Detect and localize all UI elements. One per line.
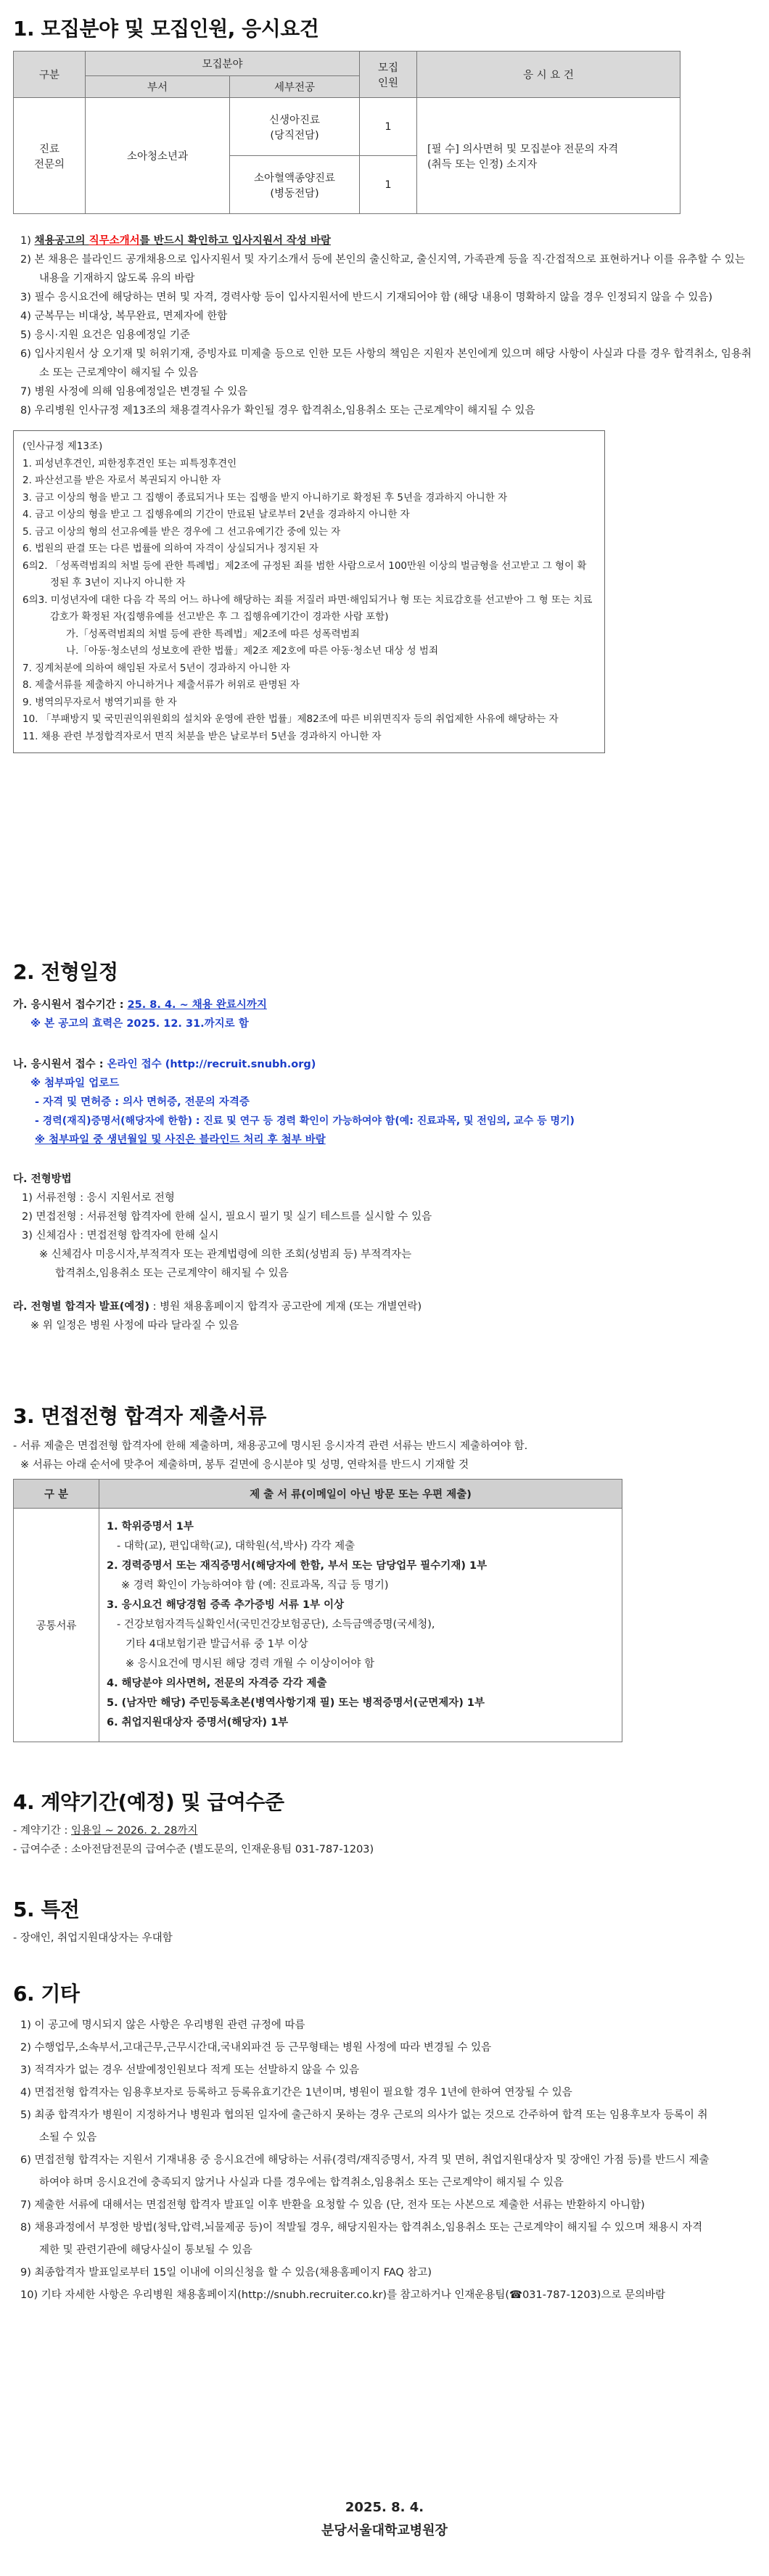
section-4-title: 4. 계약기간(예정) 및 급여수준 [13,1790,284,1814]
doc-item: - 건강보험자격득실확인서(국민건강보험공단), 소득금액증명(국세청), [117,1619,435,1630]
result-announce: 라. 전형별 합격자 발표(예정) : 병원 채용홈페이지 합격자 공고란에 게재 (또는 개별연락) [13,1301,422,1313]
cell-count-2: 1 [360,156,417,214]
doc-item: ※ 경력 확인이 가능하여야 함 (예: 진료과목, 직급 등 명기) [121,1580,389,1591]
rule-item: 8. 제출서류를 제출하지 아니하거나 제출서류가 허위로 판명된 자 [22,679,300,691]
doc-item: 6. 취업지원대상자 증명서(해당자) 1부 [107,1717,289,1728]
notice-item: 6) 입사지원서 상 오기재 및 허위기재, 증빙자료 미제출 등으로 인한 모든 사항의 책임은 지원자 본인에게 있으며 해당 사항이 사실과 다를 경우 합격취소, 임용취소 또는 근로계약이 해지될 수 있음 [20,348,752,379]
rule-item: 10. 「부패방지 및 국민권익위원회의 설치와 운영에 관한 법률」제82조에 따른 비위면직자 등의 취업제한 사유에 해당하는 자 [22,713,559,725]
docs-list [99,1509,622,1742]
notice-list [13,231,753,420]
attach-line-1: - 자격 및 면허증 : 의사 면허증, 전문의 자격증 [35,1096,250,1108]
contract-period-value: 임용일 ~ 2026. 2. 28까지 [70,1825,198,1837]
docs-col-gubun: 구 분 [14,1480,99,1509]
selection-item: 2) 면접전형 : 서류전형 합격자에 한해 실시, 필요시 필기 및 실기 테스트를 실시할 수 있음 [22,1211,432,1223]
section-2-title: 2. 전형일정 [13,960,118,984]
rule-item: 6의2. 「성폭력범죄의 처벌 등에 관한 특례법」제2조에 규정된 죄를 범한 사람으로서 100만원 이상의 벌금형을 선고받고 그 형이 확정된 후 3년이 지나지 아니한 자 [22,559,587,588]
salary-level: - 급여수준 : 소아전담전문의 급여수준 (별도문의, 인재운용팀 031-787-1203) [13,1844,374,1855]
footer [0,2496,769,2543]
doc-item: 2. 경력증명서 또는 재직증명서(해당자에 한함, 부서 또는 담당업무 필수기재) 1부 [107,1560,488,1572]
rule-item: 6의3. 미성년자에 대한 다음 각 목의 어느 하나에 해당하는 죄를 저질러 파면·해임되거나 형 또는 치료감호를 선고받아 그 형 또는 치료감호가 확정된 자(집행유예를 선고받은 후 그 집행유예기간이 경과한 사람 포함) [22,594,593,623]
etc-item: 6) 면접전형 합격자는 지원서 기재내용 중 응시요건에 해당하는 서류(경력/재직증명서, 자격 및 면허, 취업지원대상자 및 장애인 가점 등)를 반드시 제출하여야 하며 응시요건에 충족되지 않거나 사실과 다를 경우에는 합격취소,임용취소 또는 근로계약이 해지될 수 있음 [20,2154,710,2189]
doc-item: 4. 해당분야 의사면허, 전문의 자격증 각각 제출 [107,1678,327,1689]
rule-item: 2. 파산선고를 받은 자로서 복권되지 아니한 자 [22,475,221,486]
documents-table [13,1479,622,1742]
rule-item: 9. 병역의무자로서 병역기피를 한 자 [22,696,177,708]
section-1-title: 1. 모집분야 및 모집인원, 응시요건 [13,17,319,41]
doc-item: 1. 학위증명서 1부 [107,1521,194,1533]
cell-count-1: 1 [360,98,417,156]
doc-item: - 대학(교), 편입대학(교), 대학원(석,박사) 각각 제출 [117,1541,355,1552]
benefit-line: - 장애인, 취업지원대상자는 우대함 [13,1932,173,1944]
recruit-link[interactable]: 온라인 접수 (http://recruit.snubh.org) [107,1059,316,1070]
notice-item: 1) 채용공고의 직무소개서를 반드시 확인하고 입사지원서 작성 바람 [20,235,331,247]
cell-gubun: 진료 전문의 [14,98,86,214]
hospital-name: 분당서울대학교병원장 [321,2523,448,2538]
col-gubun: 구분 [14,52,86,98]
apply-method: 나. 응시원서 접수 : 온라인 접수 (http://recruit.snubh.org) [13,1059,316,1070]
etc-item: 2) 수행업무,소속부서,고대근무,근무시간대,국내외파견 등 근무형태는 병원 사정에 따라 변경될 수 있음 [20,2042,492,2054]
apply-period: 가. 응시원서 접수기간 : 25. 8. 4. ~ 채용 완료시까지 [13,999,267,1011]
doc-item: 5. (남자만 해당) 주민등록초본(병역사항기재 필) 또는 병적증명서(군면제자) 1부 [107,1697,485,1709]
notice-item: 4) 군복무는 비대상, 복무완료, 면제자에 한함 [20,311,228,322]
selection-item: ※ 신체검사 미응시자,부적격자 또는 관계법령에 의한 조회(성범죄 등) 부적격자는 [39,1249,412,1260]
validity-note: ※ 본 공고의 효력은 2025. 12. 31.까지로 함 [30,1018,249,1030]
rule-item: 6. 법원의 판결 또는 다른 법률에 의하여 자격이 상실되거나 정지된 자 [22,543,318,554]
notice-item: 8) 우리병원 인사규정 제13조의 채용결격사유가 확인될 경우 합격취소,임용취소 또는 근로계약이 해지될 수 있음 [20,405,535,417]
section-1 [13,13,753,753]
attach-note: ※ 첨부파일 업로드 [30,1078,120,1089]
job-desc-highlight: 직무소개서 [89,235,140,247]
docs-intro-2: ※ 서류는 아래 순서에 맞추어 제출하며, 봉투 겉면에 응시분야 및 성명, 연락처를 반드시 기재할 것 [20,1459,469,1471]
col-req: 응 시 요 건 [417,52,680,98]
rule-subitem: 가.「성폭력범죄의 처벌 등에 관한 특례법」제2조에 따른 성폭력범죄 [66,628,360,640]
etc-item: 1) 이 공고에 명시되지 않은 사항은 우리병원 관련 규정에 따름 [20,2019,305,2031]
etc-item: 5) 최종 합격자가 병원이 지정하거나 병원과 협의된 일자에 출근하지 못하는 경우 근로의 의사가 없는 것으로 간주하여 합격 또는 임용후보자 등록이 취소될 수 있음 [20,2109,708,2144]
rule-item: 7. 징계처분에 의하여 해임된 자로서 5년이 경과하지 아니한 자 [22,662,290,674]
selection-method-label: 다. 전형방법 [13,1173,72,1185]
rule-subitem: 나.「아동·청소년의 성보호에 관한 법률」제2조 제2호에 따른 아동·청소년 대상 성 범죄 [66,645,438,657]
docs-intro-1: - 서류 제출은 면접전형 합격자에 한해 제출하며, 채용공고에 명시된 응시자격 관련 서류는 반드시 제출하여야 함. [13,1440,528,1452]
recruit-field-table [13,51,680,214]
rule-item: 3. 금고 이상의 형을 받고 그 집행이 종료되거나 또는 집행을 받지 아니하기로 확정된 후 5년을 경과하지 아니한 자 [22,491,508,504]
section-4 [13,1787,753,1859]
apply-period-value: 25. 8. 4. ~ 채용 완료시까지 [127,999,267,1011]
section-6-title: 6. 기타 [13,1982,80,2006]
selection-item: 합격취소,임용취소 또는 근로계약이 해지될 수 있음 [55,1268,289,1279]
docs-col-list: 제 출 서 류(이메일이 아닌 방문 또는 우편 제출) [99,1480,622,1509]
rule-item: 4. 금고 이상의 형을 받고 그 집행유예의 기간이 만료된 날로부터 2년을 경과하지 아니한 자 [22,509,410,520]
attach-line-2: - 경력(재직)증명서(해당자에 한함) : 진료 및 연구 등 경력 확인이 가능하여야 함(예: 진료과목, 및 전임의, 교수 등 명기) [35,1115,575,1127]
col-dept: 부서 [86,76,230,98]
rule-item: 5. 금고 이상의 형의 선고유예를 받은 경우에 그 선고유예기간 중에 있는 자 [22,525,341,538]
notice-item: 5) 응시·지원 요건은 임용예정일 기준 [20,329,191,341]
cell-major-2: 소아혈액종양진료 (병동전담) [230,156,360,214]
col-field: 모집분야 [86,52,360,76]
etc-item: 7) 제출한 서류에 대해서는 면접전형 합격자 발표일 이후 반환을 요청할 수 있음 (단, 전자 또는 사본으로 제출한 서류는 반환하지 아니함) [20,2199,645,2211]
etc-item: 8) 채용과정에서 부정한 방법(청탁,압력,뇌물제공 등)이 적발될 경우, 해당지원자는 합격취소,임용취소 또는 근로계약이 해지될 수 있으며 채용시 자격 제한 및 관련기관에 해당사실이 통보될 수 있음 [20,2222,703,2256]
docs-category: 공통서류 [14,1509,99,1742]
contract-period: - 계약기간 : 임용일 ~ 2026. 2. 28까지 [13,1825,198,1837]
doc-item: ※ 응시요건에 명시된 해당 경력 개월 수 이상이어야 함 [126,1658,375,1670]
etc-list [13,2014,710,2307]
notice-item: 3) 필수 응시요건에 해당하는 면허 및 자격, 경력사항 등이 입사지원서에 반드시 기재되어야 함 (해당 내용이 명확하지 않을 경우 인정되지 않을 수 있음) [20,292,713,303]
etc-item: 10) 기타 자세한 사항은 우리병원 채용홈페이지(http://snubh.recruiter.co.kr)를 참고하거나 인재운용팀(☎031-787-1203)으로 문의바람 [20,2289,666,2301]
cell-dept: 소아청소년과 [86,98,230,214]
rule-item: 11. 채용 관련 부정합격자로서 면직 처분을 받은 날로부터 5년을 경과하지 아니한 자 [22,730,382,742]
hr-rules-box [13,430,605,753]
section-6 [13,1978,753,2307]
etc-item: 9) 최종합격자 발표일로부터 15일 이내에 이의신청을 할 수 있음(채용홈페이지 FAQ 참고) [20,2267,432,2278]
section-2 [13,956,753,1335]
doc-item: 3. 응시요건 해당경험 증족 추가증빙 서류 1부 이상 [107,1599,345,1611]
etc-item: 3) 적격자가 없는 경우 선발예정인원보다 적게 또는 선발하지 않을 수 있음 [20,2064,360,2076]
cell-req: [필 수] 의사면허 및 모집분야 전문의 자격 (취득 또는 인정) 소지자 [417,98,680,214]
selection-item: 1) 서류전형 : 응시 지원서로 전형 [22,1192,175,1204]
cell-major-1: 신생아진료 (당직전담) [230,98,360,156]
section-3 [13,1400,753,1742]
notice-item: 2) 본 채용은 블라인드 공개채용으로 입사지원서 및 자기소개서 등에 본인의 출신학교, 출신지역, 가족관계 등을 직·간접적으로 표현하거나 이를 유추할 수 있는 내용을 기재하지 않도록 유의 바람 [20,254,745,284]
col-count: 모집 인원 [360,52,417,98]
selection-item: 3) 신체검사 : 면접전형 합격자에 한해 실시 [22,1230,219,1242]
rule-item: 1. 피성년후견인, 피한정후견인 또는 피특정후견인 [22,457,237,469]
notice-item: 7) 병원 사정에 의해 임용예정일은 변경될 수 있음 [20,386,248,398]
col-major: 세부전공 [230,76,360,98]
attach-line-3: ※ 첨부파일 중 생년월일 및 사진은 블라인드 처리 후 첨부 바람 [35,1134,326,1146]
schedule-note: ※ 위 일정은 병원 사정에 따라 달라질 수 있음 [30,1320,239,1332]
posting-date: 2025. 8. 4. [345,2500,424,2515]
hr-rules-title: (인사규정 제13조) [22,440,103,452]
section-5-title: 5. 특전 [13,1898,80,1921]
section-3-title: 3. 면접전형 합격자 제출서류 [13,1404,266,1428]
doc-item: 기타 4대보험기관 발급서류 중 1부 이상 [126,1638,308,1650]
section-5 [13,1894,753,1948]
etc-item: 4) 면접전형 합격자는 임용후보자로 등록하고 등록유효기간은 1년이며, 병원이 필요할 경우 1년에 한하여 연장될 수 있음 [20,2087,572,2099]
